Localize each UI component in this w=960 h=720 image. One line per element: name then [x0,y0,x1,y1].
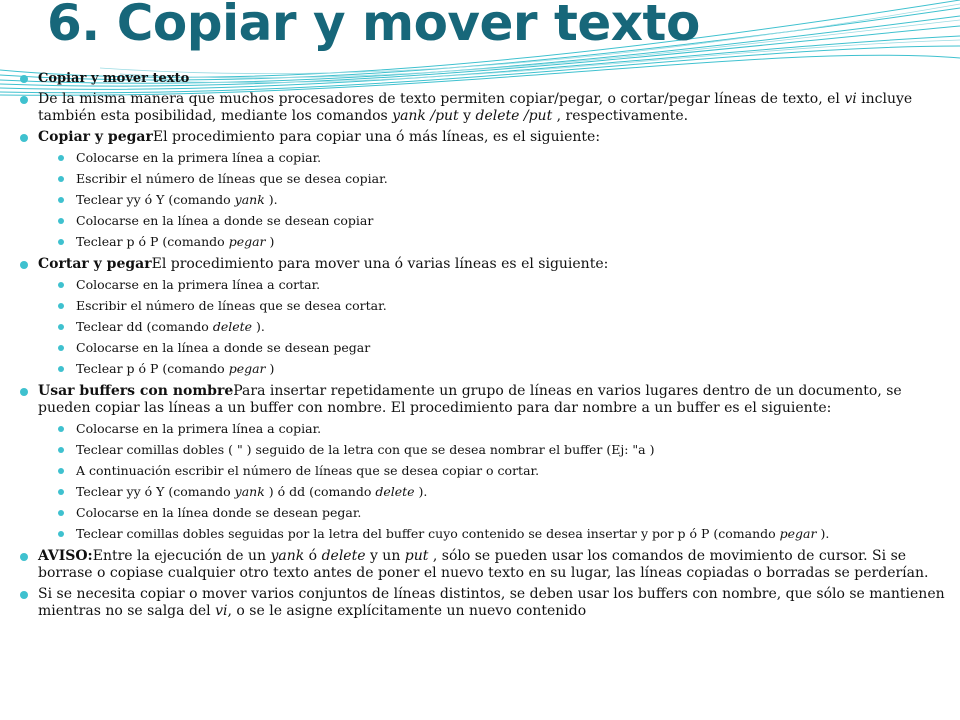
command-name: vi [844,91,857,107]
bullet-icon [20,261,28,269]
sub-list-item [58,277,950,293]
item-text: incluye también esta posibilidad, mediante los comandos [38,91,913,124]
sub-list-item [58,361,950,377]
item-text: Para insertar repetidamente un grupo de líneas en varios lugares dentro de un documento, se pueden copiar las líneas a un buffer con nombre. El procedimiento para dar nombre a un buffer es el siguiente: [38,383,902,416]
item-text: De la misma manera que muchos procesadores de texto permiten copiar/pegar, o cortar/pegar líneas de texto, el [38,91,845,107]
sub-list-item [58,213,950,229]
item-heading: Usar buffers con nombre [38,383,234,399]
command-name: pegar [228,234,266,249]
bullet-icon [58,489,64,495]
list-item [20,91,950,125]
item-text: Teclear yy ó Y (comando [76,192,235,207]
bullet-icon [58,447,64,453]
sub-list-item [58,505,950,521]
bullet-icon [58,155,64,161]
item-text: Teclear dd (comando [76,319,213,334]
page-title: 6. Copiar y mover texto [47,0,700,52]
item-text: Teclear p ó P (comando [76,234,229,249]
list-item [20,383,950,417]
item-text: , sólo se pueden usar los comandos de movimiento de cursor. Si se borrase o copiase cualquier otro texto antes de poner el nuevo texto en su lugar, las líneas copiadas o borradas se perderían. [38,548,929,581]
bullet-icon [58,282,64,288]
list-item [20,70,950,87]
command-name: yank /put [392,108,459,124]
item-text: Colocarse en la línea a donde se desean copiar [76,213,374,228]
command-name: pegar [228,361,266,376]
command-name: put [404,548,429,564]
sub-list-buffers [58,421,950,542]
sub-list-item [58,340,950,356]
list-item [20,256,950,273]
item-text: y un [365,548,405,564]
item-text: y [458,108,476,124]
item-text: Escribir el número de líneas que se desea cortar. [76,298,387,313]
item-text: ). [816,526,830,541]
command-name: yank [234,484,265,499]
item-text: ). [252,319,265,334]
bullet-icon [58,531,64,537]
command-name: delete [375,484,415,499]
sub-list-item [58,234,950,250]
sub-list-item [58,319,950,335]
sub-list-item [58,463,950,479]
bullet-icon [58,510,64,516]
item-text: A continuación escribir el número de líneas que se desea copiar o cortar. [76,463,540,478]
item-text: El procedimiento para mover una ó varias líneas es el siguiente: [151,256,609,272]
slide-content [20,70,950,624]
list-item [20,586,950,620]
bullet-icon [20,75,28,83]
item-text: ó [304,548,322,564]
item-heading: Cortar y pegar [38,256,152,272]
bullet-icon [58,239,64,245]
sub-list-item [58,298,950,314]
list-item [20,548,950,582]
list-item [20,129,950,146]
command-name: pegar [779,526,817,541]
sub-list-copiar [58,150,950,250]
bullet-icon [58,426,64,432]
item-text: El procedimiento para copiar una ó más líneas, es el siguiente: [152,129,601,145]
item-text: Escribir el número de líneas que se desea copiar. [76,171,388,186]
item-text: ) [265,361,275,376]
item-text: Colocarse en la línea donde se desean pegar. [76,505,362,520]
item-text: , respectivamente. [552,108,689,124]
bullet-icon [20,553,28,561]
sub-list-item [58,192,950,208]
bullet-icon [20,96,28,104]
sub-list-item [58,421,950,437]
bullet-icon [58,468,64,474]
bullet-icon [58,345,64,351]
item-text: ). [264,192,278,207]
bullet-icon [58,324,64,330]
bullet-icon [20,134,28,142]
item-text: Teclear p ó P (comando [76,361,229,376]
item-text: Colocarse en la primera línea a copiar. [76,150,322,165]
item-text: Colocarse en la primera línea a copiar. [76,421,322,436]
item-text: Entre la ejecución de un [92,548,271,564]
item-text: Teclear yy ó Y (comando [76,484,235,499]
bullet-icon [58,176,64,182]
item-text: ) [265,234,275,249]
command-name: delete /put [475,108,553,124]
command-name: vi [215,603,228,619]
sub-list-item [58,484,950,500]
bullet-icon [58,218,64,224]
item-text: ). [414,484,428,499]
item-text: Teclear comillas dobles seguidas por la letra del buffer cuyo contenido se desea insertar y por p ó P (comando [76,526,780,541]
command-name: delete [321,548,366,564]
item-text: Colocarse en la primera línea a cortar. [76,277,321,292]
command-name: delete [212,319,253,334]
bullet-icon [20,591,28,599]
bullet-icon [58,303,64,309]
bullet-icon [58,366,64,372]
item-heading: Copiar y mover texto [38,71,190,86]
sub-list-cortar [58,277,950,377]
item-text: ) ó dd (comando [264,484,376,499]
item-text: Si se necesita copiar o mover varios conjuntos de líneas distintos, se deben usar los buffers con nombre, que sólo se mantienen mientras no se salga del [38,586,945,619]
item-text: , o se le asigne explícitamente un nuevo contenido [227,603,587,619]
bullet-icon [58,197,64,203]
item-text: Teclear comillas dobles ( " ) seguido de la letra con que se desea nombrar el buffer (Ej: "a ) [76,442,655,457]
sub-list-item [58,171,950,187]
item-heading: Copiar y pegar [38,129,153,145]
item-heading: AVISO: [38,548,93,564]
command-name: yank [270,548,305,564]
item-text: Colocarse en la línea a donde se desean pegar [76,340,371,355]
bullet-icon [20,388,28,396]
command-name: yank [234,192,265,207]
sub-list-item [58,442,950,458]
sub-list-item [58,150,950,166]
main-list [20,70,950,620]
sub-list-item [58,526,950,542]
